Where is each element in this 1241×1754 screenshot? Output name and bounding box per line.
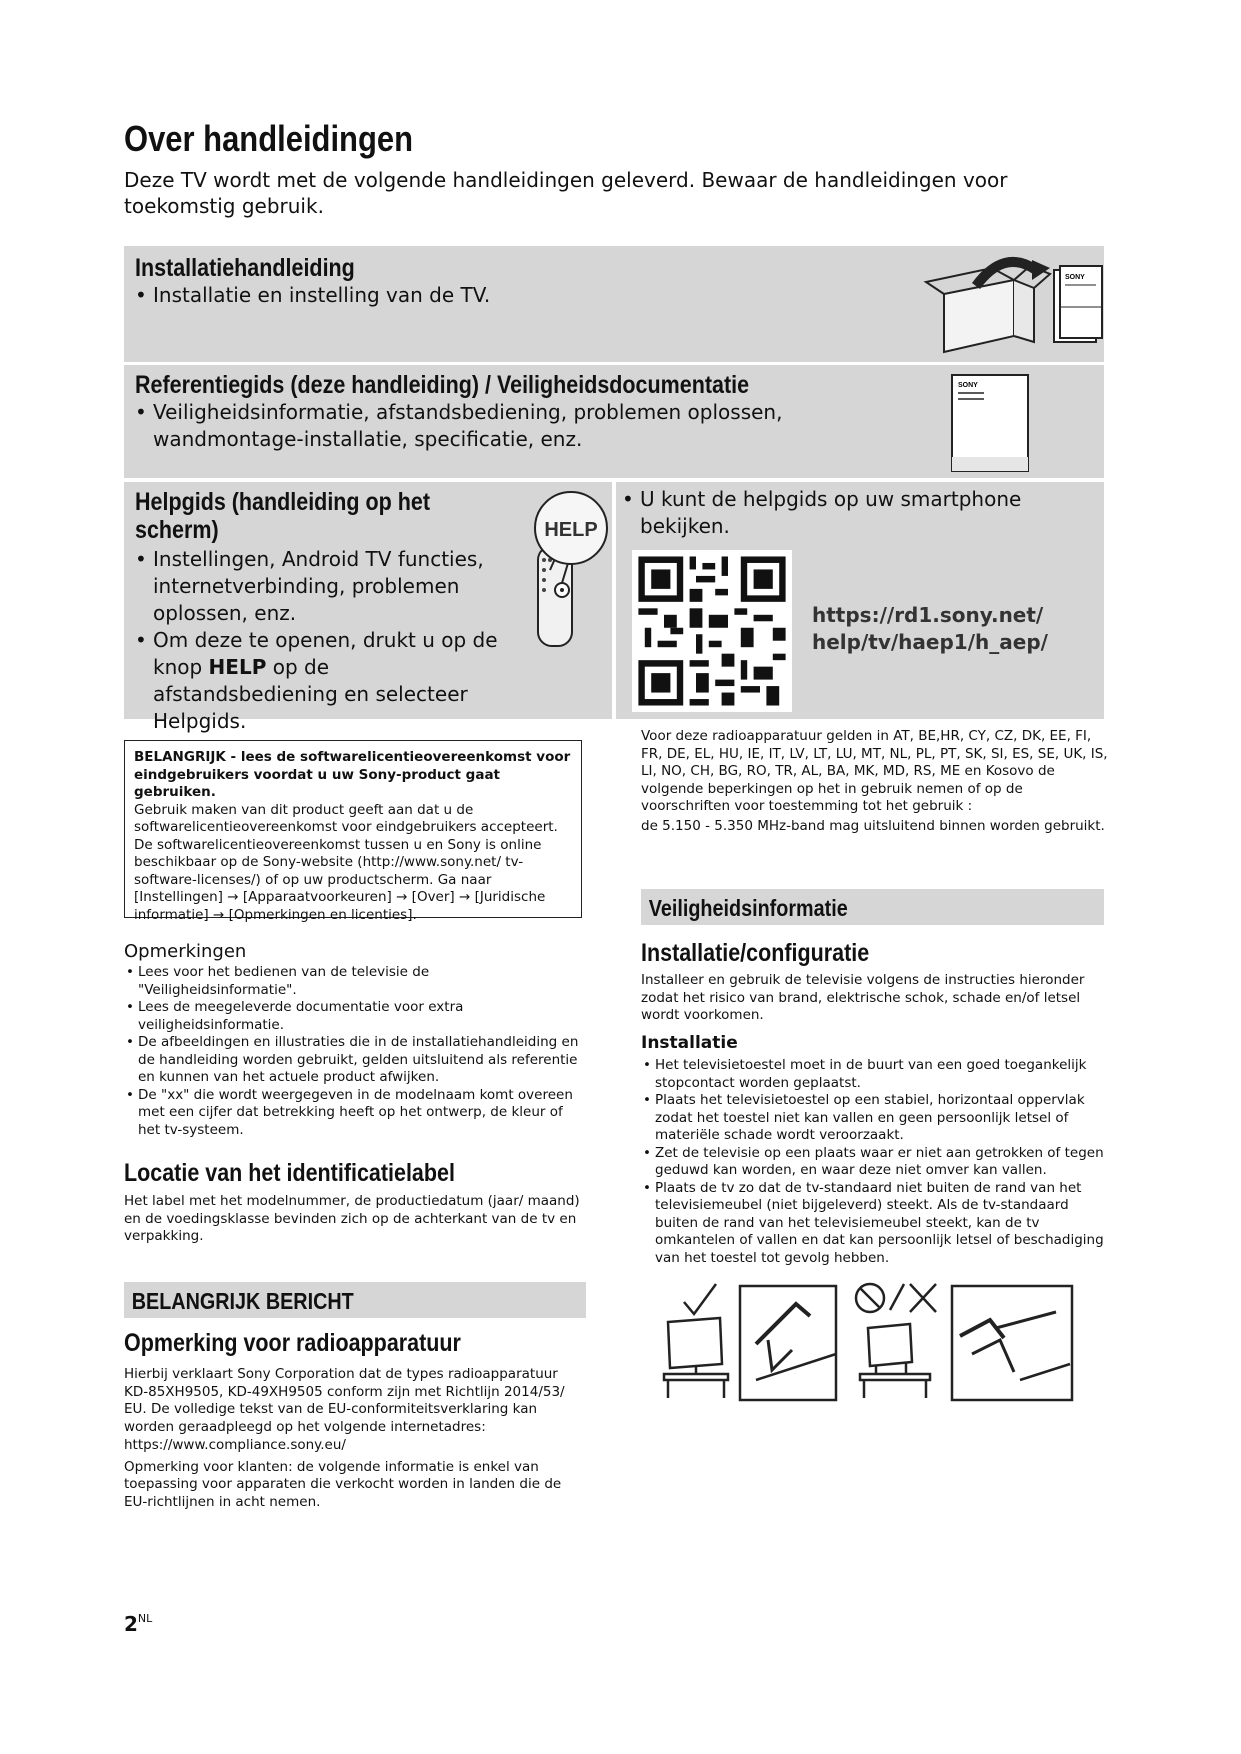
box-with-manual-icon xyxy=(904,252,1104,360)
radio-countries xyxy=(641,728,1111,835)
tv-placement-illustration xyxy=(660,1280,1080,1406)
box3-bullet1: • Instellingen, Android TV functies, internetverbinding, problemen oplossen, enz. xyxy=(127,546,513,627)
help-url-line1: https://rd1.sony.net/ xyxy=(812,603,1044,627)
correct-check-icon xyxy=(684,1284,716,1314)
box-smartphone-help xyxy=(616,482,1104,719)
box3-bullet2 xyxy=(127,627,513,735)
install-item: • Het televisietoestel moet in de buurt van een goed toegankelijk stopcontact worden geplaatst. xyxy=(641,1057,1107,1092)
safety-info-label: Veiligheidsinformatie xyxy=(648,895,848,921)
wrong-x-icon xyxy=(910,1284,936,1312)
remote-help-icon xyxy=(524,488,610,648)
install-item: • Zet de televisie op een plaats waar er niet aan getrokken of tegen geduwd kan worden, en waar deze niet omver kan vallen. xyxy=(641,1145,1107,1180)
page-number-value: 2 xyxy=(124,1612,138,1636)
box-installation-guide xyxy=(124,246,1104,362)
radio-text2: Opmerking voor klanten: de volgende informatie is enkel van toepassing voor apparaten die verkocht worden in landen die de EU-richtlijnen in acht nemen. xyxy=(124,1458,562,1510)
help-key: HELP xyxy=(208,655,267,679)
box1-bullet: • Installatie en instelling van de TV. xyxy=(127,282,753,309)
install-item: • Plaats het televisietoestel op een stabiel, horizontaal oppervlak zodat het toestel niet kan vallen en geen persoonlijk letsel of materiële schade wordt veroorzaakt. xyxy=(641,1092,1107,1145)
box4-bullet: • U kunt de helpgids op uw smartphone bekijken. xyxy=(614,486,1060,540)
notes-list xyxy=(124,964,584,1139)
help-url-line2: help/tv/haep1/h_aep/ xyxy=(812,630,1048,654)
notes-item: • De "xx" die wordt weergegeven in de modelnaam komt overeen met een cijfer dat betrekking heeft op het ontwerp, de kleur of het tv-systeem. xyxy=(124,1087,584,1140)
radio-heading: Opmerking voor radioapparatuur xyxy=(124,1329,461,1357)
install-text: Installeer en gebruik de televisie volgens de instructies hieronder zodat het risico van brand, elektrische schok, schade en/of letsel wordt voorkomen. xyxy=(641,972,1085,1023)
license-bold: BELANGRIJK - lees de softwarelicentieovereenkomst voor eindgebruikers voordat u uw Sony-product gaat gebruiken. xyxy=(134,749,571,800)
box3-bullet2-post: op de afstandsbediening en selecteer Helpgids. xyxy=(153,655,468,733)
radio-countries-text: Voor deze radioapparatuur gelden in AT, BE,HR, CY, CZ, DK, EE, FI, FR, DE, EL, HU, IE, IT, LV, LT, LU, MT, NL, PL, PT, SK, SI, ES, SE, UK, IS, LI, NO, CH, BG, RO, TR, AL, BA, MK, MD, RS, ME en Kosovo de volgende beperkingen op het in gebruik nemen of op de voorschriften voor toestemming tot het gebruik : xyxy=(641,728,1108,814)
install-subheading: Installatie xyxy=(641,1033,738,1053)
label-heading: Locatie van het identificatielabel xyxy=(124,1159,455,1187)
intro-text: Deze TV wordt met de volgende handleidingen geleverd. Bewaar de handleidingen voor toekomstig gebruik. xyxy=(124,168,1008,218)
notes-item: • Lees voor het bedienen van de televisie de "Veiligheidsinformatie". xyxy=(124,964,584,999)
safety-info-bar xyxy=(641,889,1104,925)
license-notice xyxy=(124,740,582,923)
box2-heading: Referentiegids (deze handleiding) / Veiligheidsdocumentatie xyxy=(135,371,750,399)
install-list xyxy=(641,1057,1107,1267)
notes-heading: Opmerkingen xyxy=(124,941,247,962)
box-help-guide xyxy=(124,482,612,733)
radio-url: https://www.compliance.sony.eu/ xyxy=(124,1437,346,1453)
page-lang: NL xyxy=(137,1612,153,1625)
box-reference-guide xyxy=(124,365,1104,478)
important-notice-bar xyxy=(124,1282,586,1318)
qr-code xyxy=(632,550,792,712)
install-heading: Installatie/configuratie xyxy=(641,939,870,967)
help-button-label: HELP xyxy=(544,519,598,541)
radio-body xyxy=(124,1366,586,1511)
page-number xyxy=(124,1612,152,1636)
manual-document-icon xyxy=(950,373,1030,473)
radio-band-text: de 5.150 - 5.350 MHz-band mag uitsluitend binnen worden gebruikt. xyxy=(641,817,1105,834)
box1-brand: SONY xyxy=(1065,274,1085,281)
box3-heading: Helpgids (handleiding op het scherm) xyxy=(135,488,431,544)
box1-heading: Installatiehandleiding xyxy=(135,254,355,282)
help-url xyxy=(812,602,1048,656)
prohibited-icon xyxy=(856,1284,884,1312)
label-text: Het label met het modelnummer, de productiedatum (jaar/ maand) en de voedingsklasse bevinden zich op de achterkant van de tv en verpakking. xyxy=(124,1193,580,1244)
important-notice-label: BELANGRIJK BERICHT xyxy=(131,1288,354,1314)
license-text: Gebruik maken van dit product geeft aan dat u de softwarelicentieovereenkomst voor eindgebruikers accepteert. De softwarelicentieovereenkomst tussen u en Sony is online beschikbaar op de Sony-website (http://www.sony.net/ tv-software-licenses/) of op uw productscherm. Ga naar [Instellingen] → [Apparaatvoorkeuren] → [Over] → [Juridische informatie] → [Opmerkingen en licenties]. xyxy=(134,801,558,923)
radio-text1: Hierbij verklaart Sony Corporation dat de types radioapparatuur KD-85XH9505, KD-49XH9505 conform zijn met Richtlijn 2014/53/ EU. De volledige tekst van de EU-conformiteitsverklaring kan worden geraadpleegd op het volgende internetadres: xyxy=(124,1366,565,1435)
install-item: • Plaats de tv zo dat de tv-standaard niet buiten de rand van het televisiemeubel (niet bijgeleverd) steekt. Als de tv-standaard buiten de rand van het televisiemeubel steekt, kan de tv omkantelen of vallen en dat kan persoonlijk letsel of beschadiging van het toestel tot gevolg hebben. xyxy=(641,1180,1107,1268)
box3-bullet2-pre: Om deze te openen, drukt u op de knop xyxy=(153,628,498,679)
page-title: Over handleidingen xyxy=(124,118,414,159)
box2-brand: SONY xyxy=(958,382,978,389)
notes-item: • De afbeeldingen en illustraties die in de installatiehandleiding en de handleiding worden gebruikt, gelden uitsluitend als referentie en kunnen van het actuele product afwijken. xyxy=(124,1034,584,1087)
notes-item: • Lees de meegeleverde documentatie voor extra veiligheidsinformatie. xyxy=(124,999,584,1034)
box2-bullet: • Veiligheidsinformatie, afstandsbediening, problemen oplossen, wandmontage-installatie, specificatie, enz. xyxy=(127,399,793,453)
